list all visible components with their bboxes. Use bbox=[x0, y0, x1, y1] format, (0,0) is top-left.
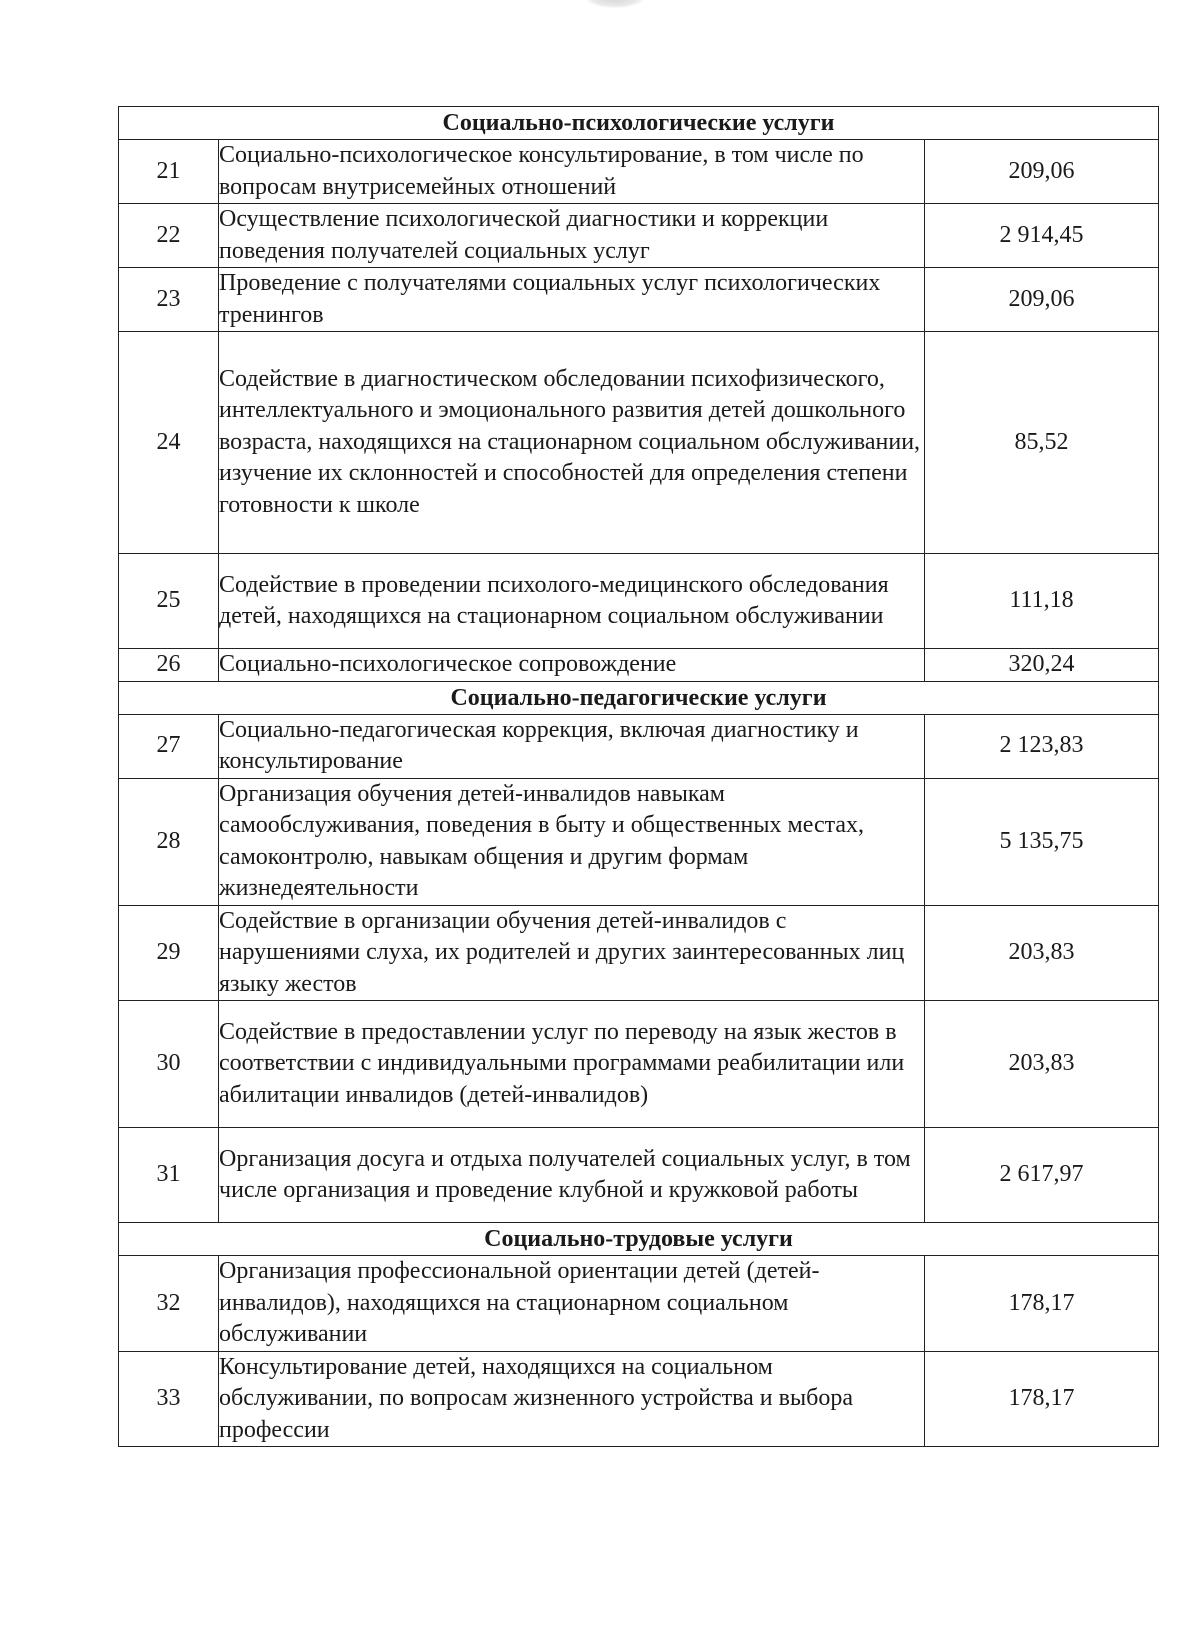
section-title: Социально-психологические услуги bbox=[119, 107, 1159, 140]
table-row bbox=[119, 140, 1159, 204]
row-number: 31 bbox=[119, 1128, 219, 1223]
service-name: Осуществление психологической диагностики и коррекции поведения получателей социальных услуг bbox=[219, 204, 925, 268]
row-number: 23 bbox=[119, 268, 219, 332]
service-name: Проведение с получателями социальных услуг психологических тренингов bbox=[219, 268, 925, 332]
service-name: Содействие в организации обучения детей-инвалидов с нарушениями слуха, их родителей и других заинтересованных лиц языку жестов bbox=[219, 905, 925, 1001]
table-row bbox=[119, 332, 1159, 554]
table-row bbox=[119, 268, 1159, 332]
row-number: 30 bbox=[119, 1001, 219, 1128]
service-name: Содействие в предоставлении услуг по переводу на язык жестов в соответствии с индивидуальными программами реабилитации или абилитации инвалидов (детей-инвалидов) bbox=[219, 1001, 925, 1128]
row-number: 26 bbox=[119, 649, 219, 682]
service-price: 5 135,75 bbox=[925, 778, 1159, 905]
service-price: 111,18 bbox=[925, 554, 1159, 649]
service-price: 203,83 bbox=[925, 1001, 1159, 1128]
table-row bbox=[119, 554, 1159, 649]
service-name: Содействие в диагностическом обследовании психофизического, интеллектуального и эмоционального развития детей дошкольного возраста, находящихся на стационарном социальном обслуживании, изучение их склонностей и способностей для определения степени готовности к школе bbox=[219, 332, 925, 554]
row-number: 24 bbox=[119, 332, 219, 554]
services-price-table bbox=[118, 106, 1159, 1447]
service-price: 2 617,97 bbox=[925, 1128, 1159, 1223]
service-price: 178,17 bbox=[925, 1351, 1159, 1447]
row-number: 25 bbox=[119, 554, 219, 649]
row-number: 33 bbox=[119, 1351, 219, 1447]
section-header-row bbox=[119, 1223, 1159, 1256]
table-row bbox=[119, 649, 1159, 682]
table-row bbox=[119, 1256, 1159, 1352]
service-name: Консультирование детей, находящихся на социальном обслуживании, по вопросам жизненного устройства и выбора профессии bbox=[219, 1351, 925, 1447]
row-number: 21 bbox=[119, 140, 219, 204]
service-price: 203,83 bbox=[925, 905, 1159, 1001]
service-price: 2 123,83 bbox=[925, 714, 1159, 778]
service-name: Содействие в проведении психолого-медицинского обследования детей, находящихся на стационарном социальном обслуживании bbox=[219, 554, 925, 649]
section-header-row bbox=[119, 681, 1159, 714]
row-number: 22 bbox=[119, 204, 219, 268]
service-name: Социально-психологическое консультирование, в том числе по вопросам внутрисемейных отношений bbox=[219, 140, 925, 204]
table-row bbox=[119, 714, 1159, 778]
table-row bbox=[119, 1001, 1159, 1128]
service-name: Социально-психологическое сопровождение bbox=[219, 649, 925, 682]
section-title: Социально-трудовые услуги bbox=[119, 1223, 1159, 1256]
section-header-row bbox=[119, 107, 1159, 140]
service-price: 85,52 bbox=[925, 332, 1159, 554]
service-price: 320,24 bbox=[925, 649, 1159, 682]
service-name: Организация досуга и отдыха получателей социальных услуг, в том числе организация и проведение клубной и кружковой работы bbox=[219, 1128, 925, 1223]
row-number: 29 bbox=[119, 905, 219, 1001]
service-price: 178,17 bbox=[925, 1256, 1159, 1352]
service-name: Организация профессиональной ориентации детей (детей-инвалидов), находящихся на стационарном социальном обслуживании bbox=[219, 1256, 925, 1352]
table-row bbox=[119, 905, 1159, 1001]
service-price: 209,06 bbox=[925, 140, 1159, 204]
table-row bbox=[119, 778, 1159, 905]
table-row bbox=[119, 1351, 1159, 1447]
row-number: 32 bbox=[119, 1256, 219, 1352]
table-row bbox=[119, 204, 1159, 268]
section-title: Социально-педагогические услуги bbox=[119, 681, 1159, 714]
row-number: 28 bbox=[119, 778, 219, 905]
service-price: 209,06 bbox=[925, 268, 1159, 332]
service-name: Социально-педагогическая коррекция, включая диагностику и консультирование bbox=[219, 714, 925, 778]
scan-artifact bbox=[585, 0, 645, 8]
table-row bbox=[119, 1128, 1159, 1223]
service-name: Организация обучения детей-инвалидов навыкам самообслуживания, поведения в быту и общественных местах, самоконтролю, навыкам общения и другим формам жизнедеятельности bbox=[219, 778, 925, 905]
service-price: 2 914,45 bbox=[925, 204, 1159, 268]
row-number: 27 bbox=[119, 714, 219, 778]
